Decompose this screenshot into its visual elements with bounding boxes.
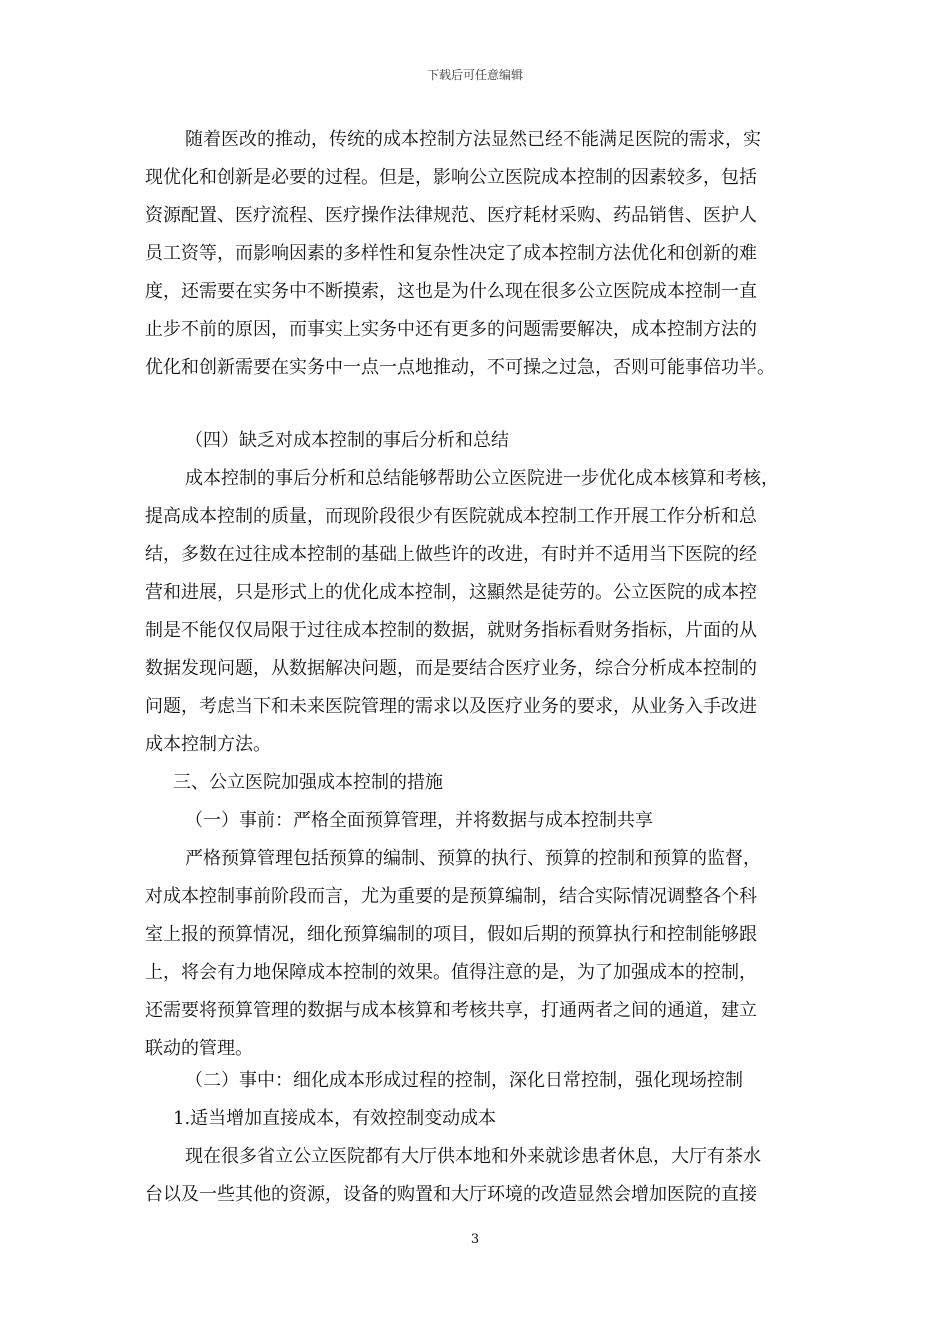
text-line: 现优化和创新是必要的过程。但是，影响公立医院成本控制的因素较多，包括: [145, 167, 757, 188]
text-line: 资源配置、医疗流程、医疗操作法律规范、医疗耗材采购、药品销售、医护人: [145, 205, 757, 226]
text-line: 成本控制方法。: [145, 734, 271, 755]
text-line: 度，还需要在实务中不断摸索，这也是为什么现在很多公立医院成本控制一直: [145, 281, 757, 302]
text-line: 提高成本控制的质量，而现阶段很少有医院就成本控制工作开展工作分析和总: [145, 506, 757, 527]
text-line: 数据发现问题，从数据解决问题，而是要结合医疗业务，综合分析成本控制的: [145, 658, 757, 679]
section-heading: 1.适当增加直接成本，有效控制变动成本: [173, 1108, 497, 1129]
text-line: 员工资等，而影响因素的多样性和复杂性决定了成本控制方法优化和创新的难: [145, 243, 757, 264]
text-line: 联动的管理。: [145, 1038, 253, 1059]
section-heading: （一）事前：严格全面预算管理，并将数据与成本控制共享: [185, 810, 653, 831]
page-header: 下载后可任意编辑: [426, 68, 523, 82]
section-heading: （四）缺乏对成本控制的事后分析和总结: [185, 430, 509, 451]
text-line: 成本控制的事后分析和总结能够帮助公立医院进一步优化成本核算和考核，: [185, 468, 779, 489]
text-line: 随着医改的推动，传统的成本控制方法显然已经不能满足医院的需求，实: [185, 129, 761, 150]
text-line: 室上报的预算情况，细化预算编制的项目，假如后期的预算执行和控制能够跟: [145, 924, 757, 945]
text-line: 台以及一些其他的资源，设备的购置和大厅环境的改造显然会增加医院的直接: [145, 1184, 757, 1205]
text-line: 还需要将预算管理的数据与成本核算和考核共享，打通两者之间的通道，建立: [145, 1000, 757, 1021]
text-line: 上，将会有力地保障成本控制的效果。值得注意的是，为了加强成本的控制，: [145, 962, 757, 983]
page-number: 3: [470, 1232, 480, 1247]
section-heading: 三、公立医院加强成本控制的措施: [173, 772, 443, 793]
text-line: 止步不前的原因，而事实上实务中还有更多的问题需要解决，成本控制方法的: [145, 319, 757, 340]
text-line: 现在很多省立公立医院都有大厅供本地和外来就诊患者休息，大厅有茶水: [185, 1146, 761, 1167]
text-line: 优化和创新需要在实务中一点一点地推动，不可操之过急，否则可能事倍功半。: [145, 357, 775, 378]
text-line: 制是不能仅仅局限于过往成本控制的数据，就财务指标看财务指标，片面的从: [145, 620, 757, 641]
section-heading: （二）事中：细化成本形成过程的控制，深化日常控制，强化现场控制: [185, 1070, 743, 1091]
text-line: 问题，考虑当下和未来医院管理的需求以及医疗业务的要求，从业务入手改进: [145, 696, 757, 717]
text-line: 营和进展，只是形式上的优化成本控制，这顯然是徒劳的。公立医院的成本控: [145, 582, 757, 603]
text-line: 严格预算管理包括预算的编制、预算的执行、预算的控制和预算的监督，: [185, 848, 761, 869]
text-line: 结，多数在过往成本控制的基础上做些许的改进，有时并不适用当下医院的经: [145, 544, 757, 565]
text-line: 对成本控制事前阶段而言，尤为重要的是预算编制，结合实际情况调整各个科: [145, 886, 757, 907]
